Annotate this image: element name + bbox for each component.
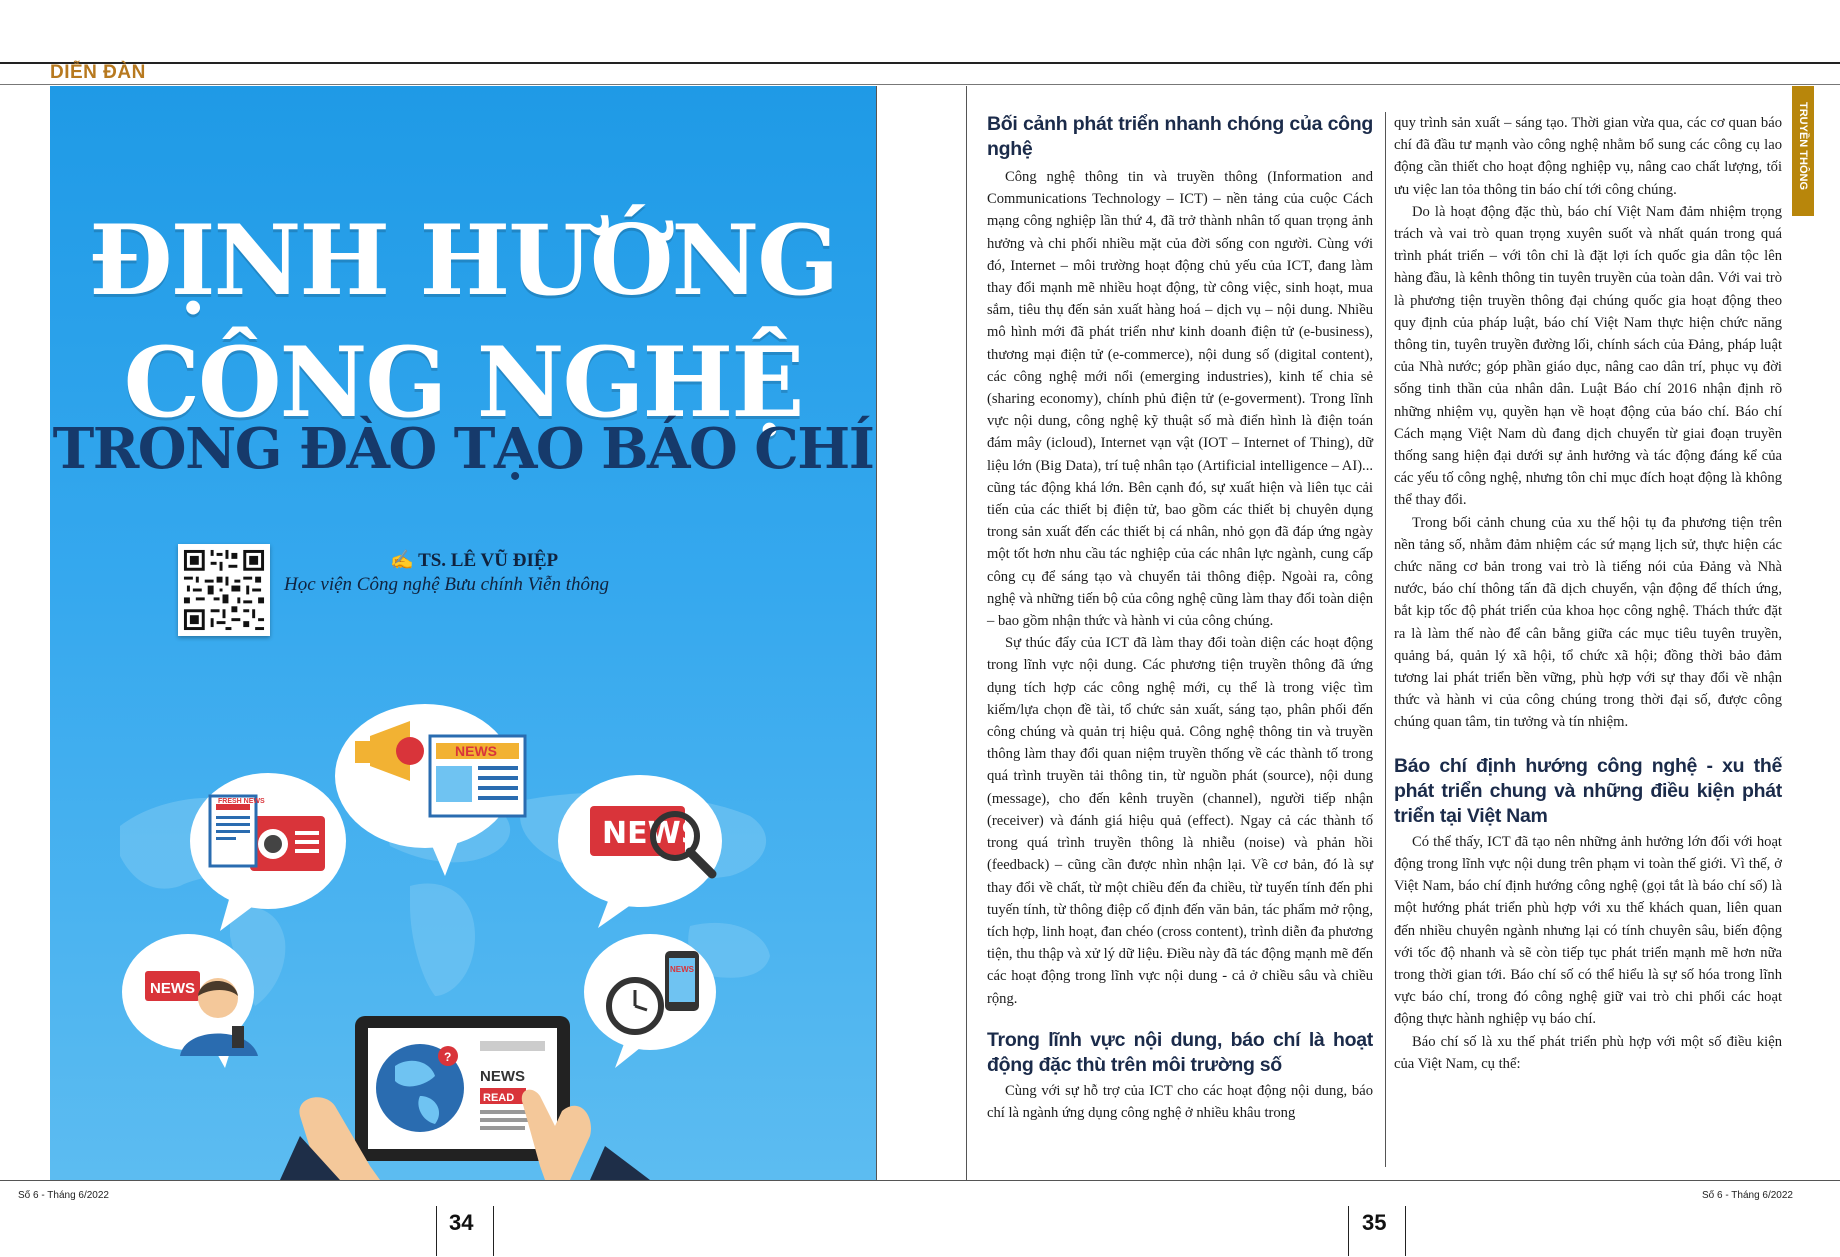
qr-code[interactable] [178, 544, 270, 636]
author-affiliation: Học viện Công nghệ Bưu chính Viễn thông [284, 574, 610, 595]
paragraph: Trong bối cảnh chung của xu thế hội tụ đa phương tiện trên nền tảng số, nhằm đảm nhiệm các sứ mạng lịch sử, thực hiện các chức năng cơ bản trong vai trò là tiếng nói của Đảng và Nhà nước, báo chí thông tấn đã dịch chuyển, vận động để thích ứng, bắt kịp tốc độ phát triển của khoa học công nghệ. Thách thức đặt ra là làm thế nào để cân bằng giữa các mục tiêu tuyên truyền, quảng bá, quản lý xã hội, tổ chức xã hội; đồng thời bảo đảm tương lai phát triển bền vững, phù hợp với sự thay đổi về nhận thức và hành vi của công chúng trong thời đại số, được công chúng quan tâm, tin tưởng và tín nhiệm. [1394, 514, 1782, 731]
paragraph: Sự thúc đẩy của ICT đã làm thay đổi toàn diện các hoạt động trong lĩnh vực nội dung. Các phương tiện truyền thông đã ứng dụng tích hợp các công nghệ mới, cụ thể là trong việc tìm kiếm/lựa chọn đề tài, tổ chức sản xuất, sáng tạo, phân phối đến công chúng và quản trị hiệu quả. Công nghệ thông tin và truyền thông làm thay đổi quan niệm truyền thống về các thành tố trong quá trình truyền tải thông tin, từ nguồn phát (source), nội dung (message), cho đến kênh truyền (channel), người tiếp nhận (receiver) và đánh giá hiệu quả (effect). Ngay cả các thành tố trong quá trình truyền thông là nhiễu (noise) và phản hồi (feedback) – cũng cần được nhìn nhận lại. Về cơ bản, đó là sự thay đổi về chất, từ một chiều đến đa chiều, từ tuyến tính đến phi tuyến tính, từ thông điệp cố định đến văn bản, tác phẩm mở rộng, tích hợp, linh hoạt, đan chéo (cross content), trình diễn đa phương tiện, thu thập và xử lý dữ liệu. Điều này đã tác động mạnh mẽ đến các hoạt động trong lĩnh vực nội dung - cả ở chiều sâu và chiều rộng. [987, 635, 1373, 1007]
column-divider [1385, 112, 1386, 1167]
newspaper-icon [430, 736, 525, 816]
issue-label-right: Số 6 - Tháng 6/2022 [1702, 1190, 1793, 1201]
reporter-news-label: NEWS [150, 980, 195, 997]
page-number-right-rule-b [1405, 1206, 1406, 1256]
vertical-tag-text: TRUYỀN THÔNG [1797, 102, 1809, 190]
hero-cover [50, 86, 876, 1180]
tablet-read-label: READ [483, 1092, 515, 1104]
paragraph-continued: quy trình sản xuất – sáng tạo. Thời gian vừa qua, các cơ quan báo chí đã đầu tư mạnh vào công nghệ nhằm bổ sung các công cụ lao động cần thiết cho hoạt động nghiệp vụ, nâng cao chất lượng, tối ưu việc lan tỏa thông tin báo chí tới công chúng. [1394, 115, 1782, 198]
left-page-right-rule [876, 86, 877, 1180]
article-column-2 [1394, 112, 1782, 1075]
hero-title-line1: ĐỊNH HƯỚNG [88, 204, 838, 317]
phone-news-label: NEWS [670, 965, 694, 974]
page-number-right: 35 [1362, 1210, 1387, 1235]
news-media-illustration [50, 696, 876, 1180]
header-rule [0, 84, 1840, 85]
paragraph: Cùng với sự hỗ trợ của ICT cho các hoạt động nội dung, báo chí là ngành ứng dụng công nghệ ở nhiều khâu trong [987, 1082, 1373, 1121]
vertical-section-tag [1792, 86, 1814, 216]
paragraph: Báo chí số là xu thế phát triển phù hợp với một số điều kiện của Việt Nam, cụ thể: [1394, 1033, 1782, 1072]
paragraph: Có thể thấy, ICT đã tạo nên những ảnh hưởng lớn đối với hoạt động trong lĩnh vực nội dung trên phạm vi toàn thế giới. Vì thế, ở Việt Nam, báo chí định hướng công nghệ (gọi tắt là báo chí số) là một hướng phát triển phù hợp với xu thế khách quan, liên quan đến nhiều chuyên ngành nhưng lại có tính chuyên sâu, biến động với tốc độ nhanh và sẽ còn tiếp tục phát triển mạnh mẽ hơn nữa trong thời gian tới. Báo chí số có thể hiểu là sự số hóa trong lĩnh vực báo chí, trong đó công nghệ giữ vai trò chi phối các hoạt động thực hành nghiệp vụ báo chí. [1394, 833, 1782, 1028]
svg-text:?: ? [444, 1050, 452, 1064]
radio-label: FRESH NEWS [218, 798, 265, 805]
paragraph: Công nghệ thông tin và truyền thông (Information and Communications Technology – ICT) – nền tảng của cuộc Cách mạng công nghiệp lần thứ 4, đã trở thành nhân tố quan trọng ảnh hưởng và chi phối nhiều mặt của đời sống con người. Cùng với đó, Internet – môi trường hoạt động chủ yếu của ICT, đang làm thay đổi mạnh mẽ nhiều hoạt động, từ công việc, sinh hoạt, mua sắm, tiêu thụ đến sản xuất hàng hoá – dịch vụ – nội dung. Nhiều mô hình mới đã phát triển như kinh doanh điện tử (e-business), thương mại điện tử (e-commerce), nội dung số (digital content), các công nghệ mới nổi (emerging industries), kinh tế chia sẻ (sharing economy), chính phủ điện tử (e-goverment). Trong lĩnh vực nội dung, công nghệ kỹ thuật số mà điển hình là điện toán đám mây (icloud), Internet vạn vật (IOT – Internet of Thing), dữ liệu lớn (Big Data), trí tuệ nhân tạo (Artificial intelligence – AI)... cũng tác động khá lớn. Bên cạnh đó, sự xuất hiện và liên tục cải tiến của các thiết bị điện tử, bao gồm các thiết bị chuyên dụng trong sản xuất đến các thiết bị cá nhân, nhỏ gọn đã đáp ứng ngày một tốt hơn nhu cầu tác nghiệp của các nhân lực ngành, cung cấp công cụ để sáng tạo và chuyển tải thông điệp. Ngoài ra, công nghệ và những tiến bộ của công nghệ cũng làm thay đổi toàn diện – bao gồm nhận thức và hành vi của công chúng. [987, 169, 1373, 630]
news-sign-label: NEWS [602, 816, 703, 851]
page-number-left-rule-a [436, 1206, 437, 1256]
footer-rule [0, 1180, 1840, 1181]
page-number-right-rule-a [1348, 1206, 1349, 1256]
heading-content-field: Trong lĩnh vực nội dung, báo chí là hoạt động đặc thù trên môi trường số [987, 1028, 1373, 1076]
issue-label-left: Số 6 - Tháng 6/2022 [18, 1190, 109, 1201]
hero-title-line2: CÔNG NGHỆ [123, 326, 803, 439]
paragraph: Do là hoạt động đặc thù, báo chí Việt Nam đảm nhiệm trọng trách và vai trò quan trọng xuyên suốt và nhất quán trong quá trình phát triển – với tôn chỉ là đặt lợi ích quốc gia dân tộc lên hàng đầu, là kênh thông tin tuyên truyền của toàn dân. Với vai trò là phương tiện truyền thông đại chúng quốc gia hoạt động theo quy định của pháp luật, báo chí Việt Nam thực hiện chức năng thông tin, tuyên truyền đường lối, chính sách của Đảng, pháp luật của Nhà nước; góp phần giáo dục, nâng cao dân trí, phục vụ đời sống tinh thần của nhân dân. Luật Báo chí 2016 nhận định rõ những nhiệm vụ, quyền hạn về hoạt động của báo chí. Báo chí Cách mạng Việt Nam dù đang dịch chuyển từ giai đoạn truyền thống sang hiện đại dưới sự ảnh hưởng và tác động đáng kể của các yếu tố công nghệ, nhưng tôn chỉ mục đích hoạt động là không thể thay đổi. [1394, 203, 1782, 509]
heading-context: Bối cảnh phát triển nhanh chóng của công nghệ [987, 113, 1373, 160]
hero-subtitle: TRONG ĐÀO TẠO BÁO CHÍ [52, 416, 874, 482]
heading-trend: Báo chí định hướng công nghệ - xu thế phát triển chung và những điều kiện phát triển tại Việt Nam [1394, 754, 1782, 827]
right-page-left-rule [966, 86, 967, 1180]
tablet-news-label: NEWS [480, 1068, 525, 1085]
section-tag: DIỄN ĐÀN [50, 62, 146, 83]
page-number-left-rule-b [493, 1206, 494, 1256]
qr-code-icon [181, 547, 267, 633]
page-number-left: 34 [449, 1210, 474, 1235]
newspaper-label: NEWS [455, 743, 497, 759]
author-name: ✍ TS. LÊ VŨ ĐIỆP [390, 550, 559, 571]
top-rule [0, 62, 1840, 64]
article-column-1 [987, 112, 1373, 1124]
